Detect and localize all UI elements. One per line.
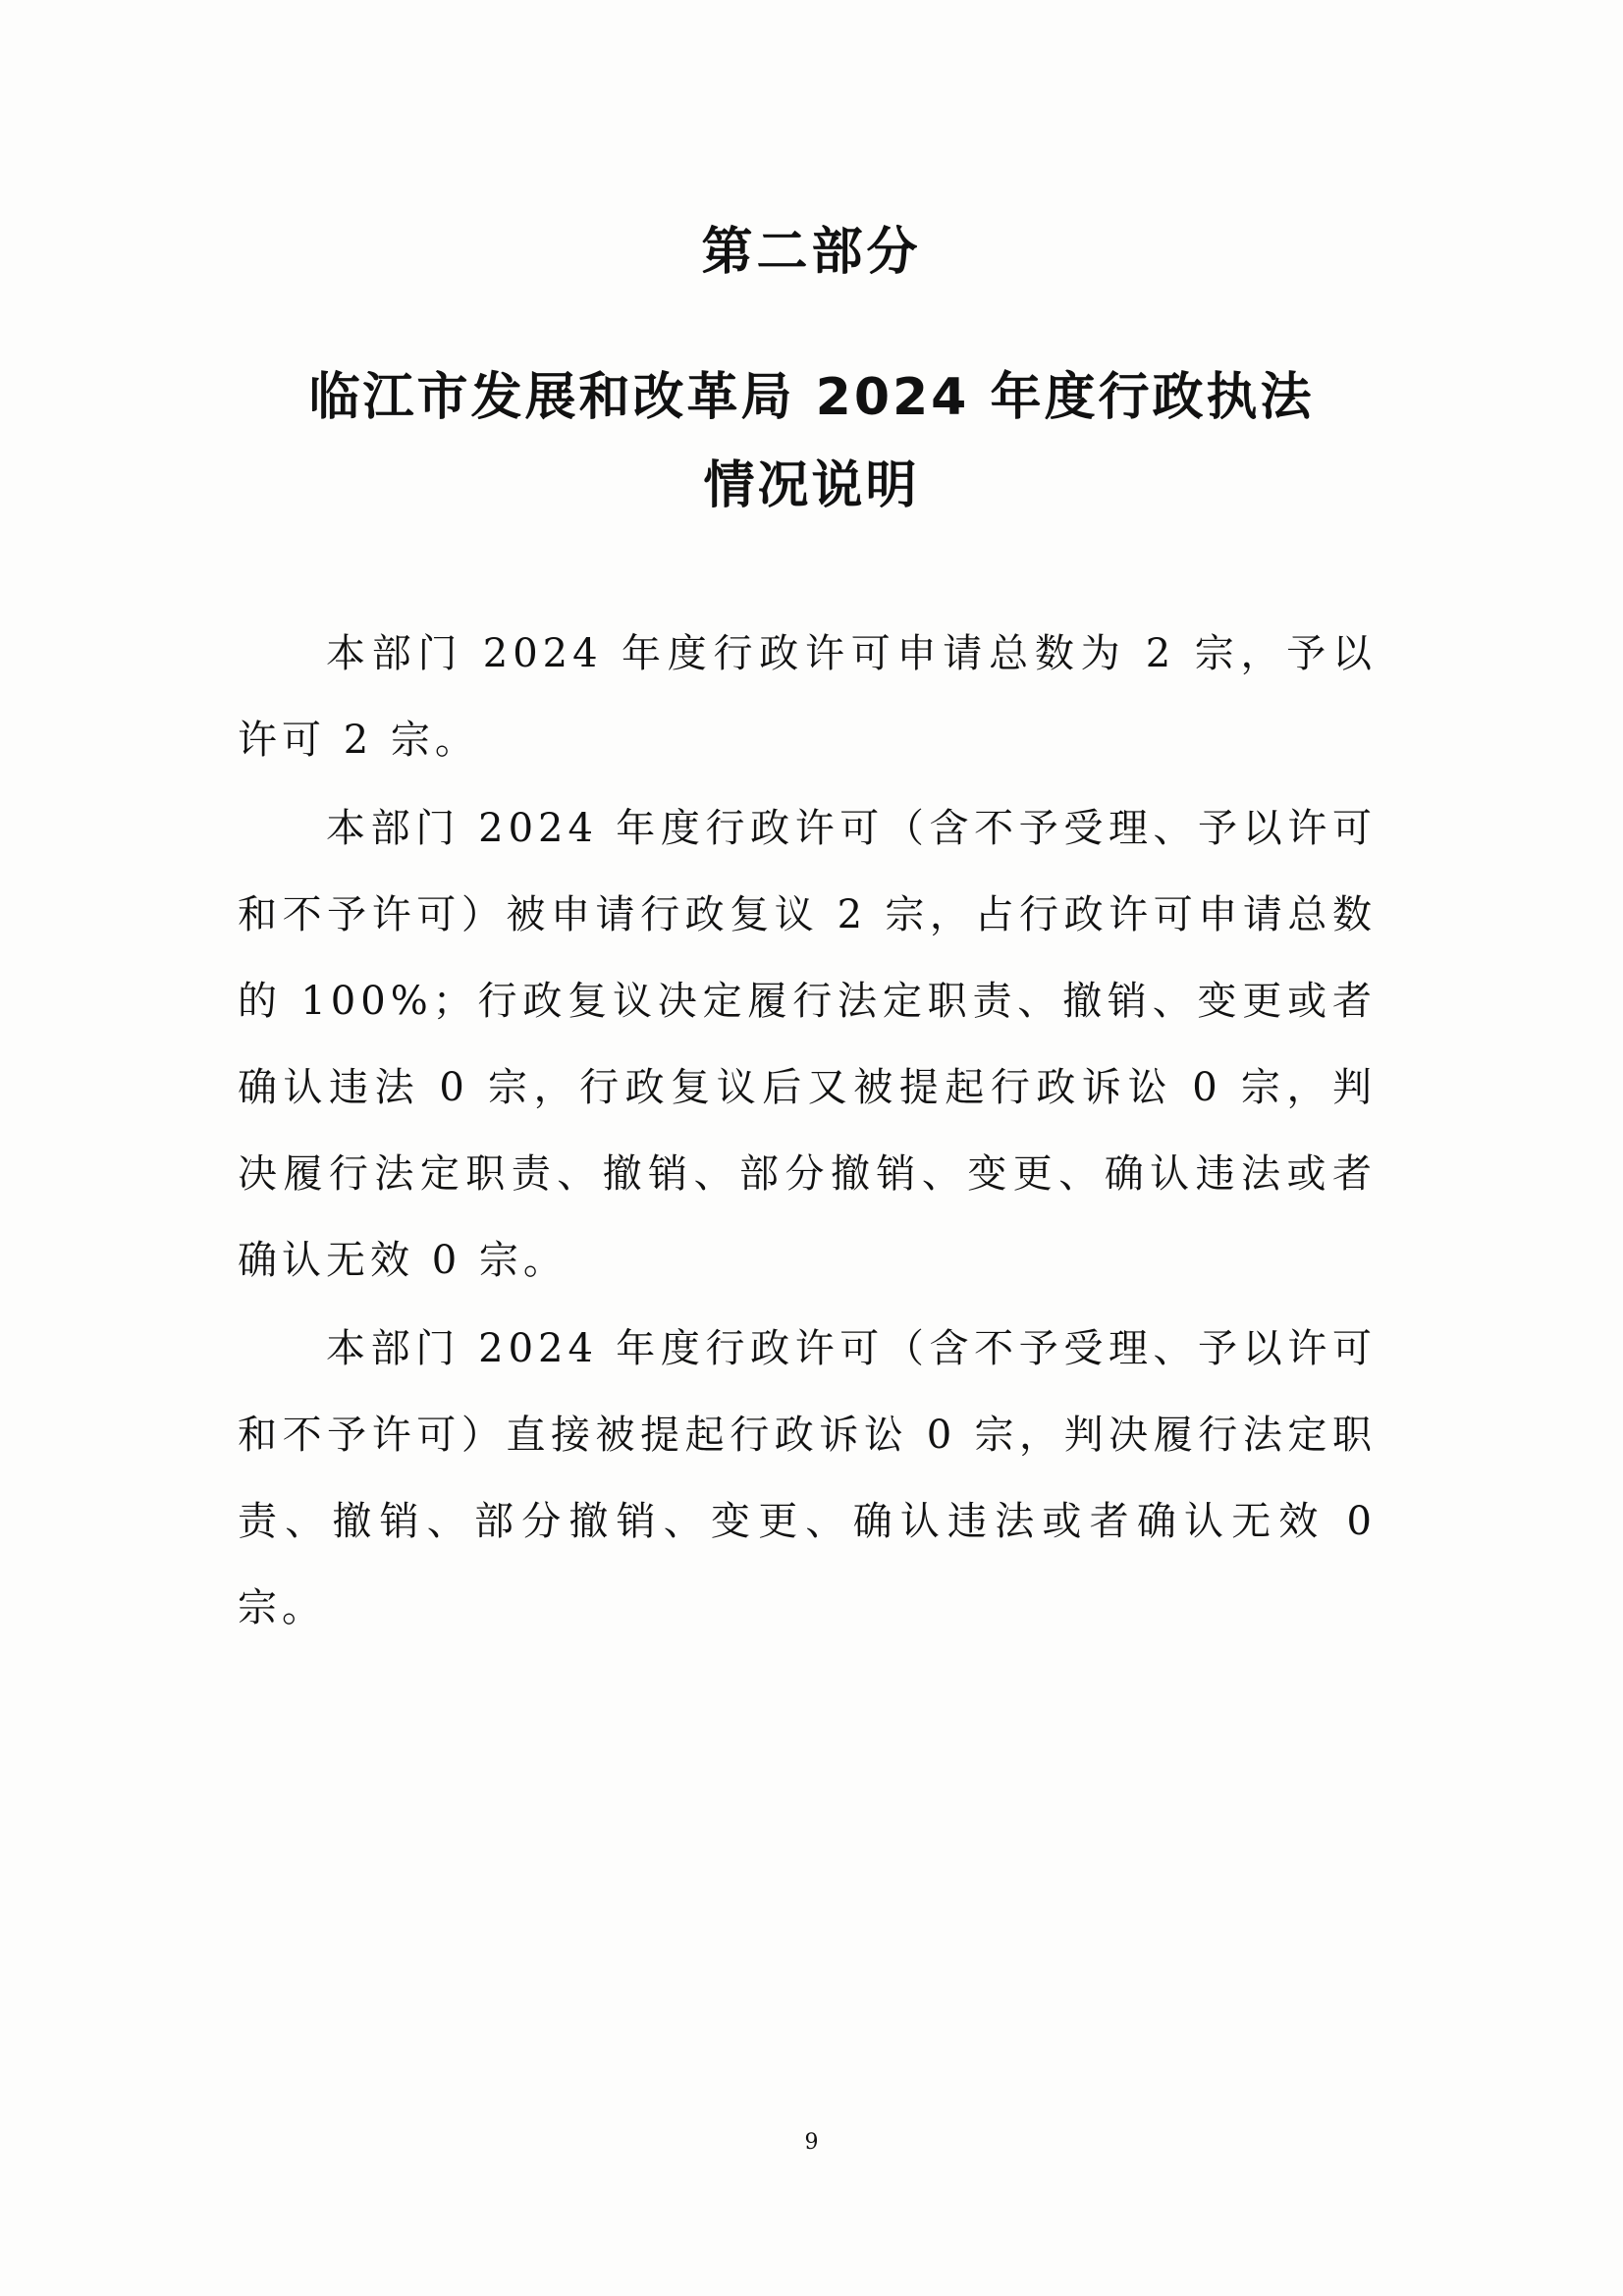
page-number: 9	[804, 2130, 819, 2155]
document-title-line-2: 情况说明	[703, 456, 920, 515]
paragraph-2: 本部门 2024 年度行政许可（含不予受理、予以许可和不予许可）被申请行政复议 2 宗，占行政许可申请总数的 100%；行政复议决定履行法定职责、撤销、变更或者确认违法 0 宗，行政复议后又被提起行政诉讼 0 宗，判决履行法定职责、撤销、部分撤销、变更、确认违法或者确认无效 0 宗。	[238, 806, 1377, 1283]
paragraph-3: 本部门 2024 年度行政许可（含不予受理、予以许可和不予许可）直接被提起行政诉讼 0 宗，判决履行法定职责、撤销、部分撤销、变更、确认违法或者确认无效 0 宗。	[238, 1326, 1377, 1630]
document-title-line-1: 临江市发展和改革局 2024 年度行政执法	[308, 368, 1315, 427]
paragraph-1: 本部门 2024 年度行政许可申请总数为 2 宗，予以许可 2 宗。	[238, 631, 1377, 763]
part-title: 第二部分	[701, 223, 922, 282]
document-body	[238, 611, 1377, 1653]
document-title	[0, 353, 1623, 530]
